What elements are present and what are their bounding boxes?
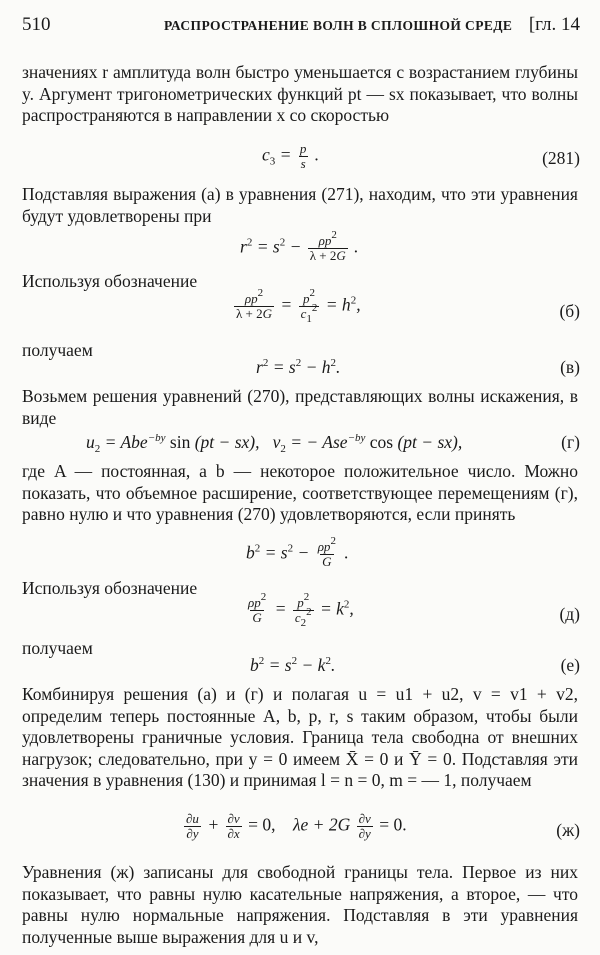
page-number: 510 <box>22 14 51 35</box>
paragraph-8: получаем <box>22 638 93 658</box>
equation-label-g: (г) <box>561 432 580 452</box>
equation-label-b: (б) <box>559 301 580 321</box>
equation-zh: $\frac{\partial u}{\partial y}$ + $\frac{\partial v}{\partial x}$ = 0, λe + 2G $\frac{\partial v}{\partial y}$ = 0. <box>186 811 407 841</box>
equation-281: $c_3$ = $\frac{p}{s}$ . <box>262 141 320 171</box>
paragraph-10: Уравнения (ж) записаны для свободной границы тела. Первое из них показывает, что равны нулю касательные напряжения, а второе, — что равны нулю нормальные напряжения. Подставляя в эти уравнения полученные выше выражения для u и v, <box>22 862 578 947</box>
paragraph-7: Используя обозначение <box>22 578 198 598</box>
equation-label-v: (в) <box>560 357 580 377</box>
paragraph-4: получаем <box>22 340 93 360</box>
equation-label-e: (е) <box>560 655 580 675</box>
paragraph-6: где A — постоянная, а b — некоторое положительное число. Можно показать, что объемное расширение, соответствующее перемещениям (г), равно нулю и что уравнения (270) удовлетворяются, если принять <box>22 461 578 524</box>
equation-e: $b^2 = s^2 - k^2$. <box>250 655 336 675</box>
equation-label-d: (д) <box>559 604 580 624</box>
paragraph-2: Подставляя выражения (а) в уравнения (271), находим, что эти уравнения будут удовлетворены при <box>22 184 578 226</box>
equation-v: $r^2 = s^2 - h^2$. <box>256 357 341 377</box>
running-title: РАСПРОСТРАНЕНИЕ ВОЛН В СПЛОШНОЙ СРЕДЕ <box>164 18 513 33</box>
equation-label-281: (281) <box>542 148 580 168</box>
equation-g: $u_2 = Abe^{-by}$ sin (pt − sx), $v_2$ = − Ase$^{-by}$ cos (pt − sx), <box>86 432 463 455</box>
equation-d: $\frac{\rho p^2}{G}$ = $\frac{p^2}{c_2^2}$ = $k^2$, <box>248 591 354 629</box>
paragraph-3: Используя обозначение <box>22 271 198 291</box>
equation-b: $\frac{\rho p^2}{\lambda + 2G}$ = $\frac{p^2}{c_1^2}$ = $h^2$, <box>236 287 361 325</box>
paragraph-9: Комбинируя решения (а) и (г) и полагая u = u1 + u2, v = v1 + v2, определим теперь постоянные A, b, p, r, s таким образом, чтобы были удовлетворены граничные условия. Граница тела свободна от внешних нагрузок; следовательно, при y = 0 имеем X̄ = 0 и Ȳ = 0. Подставляя эти значения в уравнения (130) и принимая l = n = 0, m = — 1, получаем <box>22 684 578 790</box>
equation-b2: $b^2 = s^2$ − $\frac{\rho p^2}{G}$ . <box>246 535 349 569</box>
running-header <box>22 14 580 40</box>
chapter-ref: [гл. 14 <box>528 14 580 35</box>
paragraph-1: значениях r амплитуда волн быстро уменьшается с возрастанием глубины y. Аргумент тригонометрических функций pt — sx показывает, что волны распространяются в направлении x со скоростью <box>22 62 578 125</box>
equation-r2: $r^2 = s^2$ − $\frac{\rho p^2}{\lambda + 2G}$ . <box>240 229 359 263</box>
paragraph-5: Возьмем решения уравнений (270), представляющих волны искажения, в виде <box>22 386 578 428</box>
equation-label-zh: (ж) <box>556 820 580 840</box>
